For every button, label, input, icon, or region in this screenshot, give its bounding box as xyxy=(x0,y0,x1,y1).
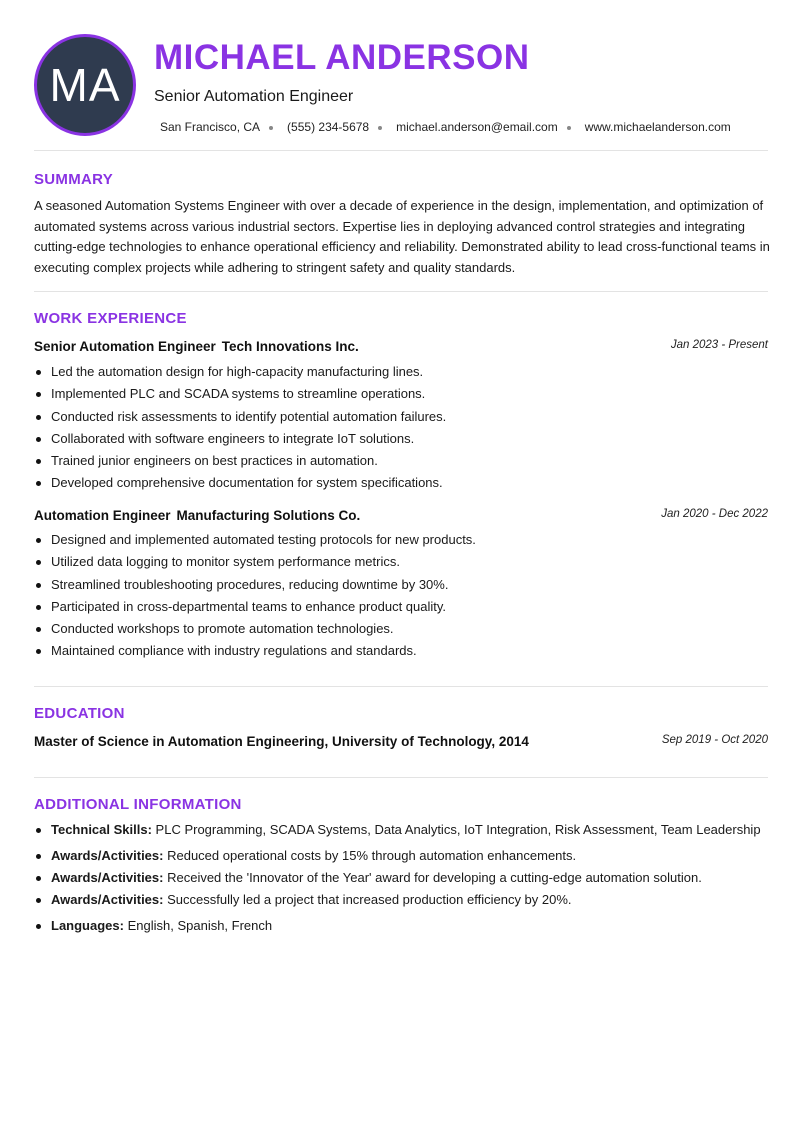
education-heading: EDUCATION xyxy=(34,705,125,722)
job-header xyxy=(34,338,768,356)
candidate-title: Senior Automation Engineer xyxy=(154,88,354,105)
info-value: English, Spanish, French xyxy=(127,918,273,933)
separator-dot xyxy=(567,126,571,130)
job-bullets xyxy=(34,529,768,663)
job-bullets xyxy=(34,361,768,495)
list-item: Trained junior engineers on best practices in automation. xyxy=(34,450,768,472)
list-item: Utilized data logging to monitor system performance metrics. xyxy=(34,551,768,573)
list-item: Collaborated with software engineers to integrate IoT solutions. xyxy=(34,428,768,450)
divider xyxy=(34,686,768,687)
job-role: Automation Engineer xyxy=(34,508,171,523)
list-item: Designed and implemented automated testing protocols for new products. xyxy=(34,529,768,551)
list-item: Participated in cross-departmental teams to enhance product quality. xyxy=(34,596,768,618)
summary-heading: SUMMARY xyxy=(34,171,114,188)
work-experience-heading: WORK EXPERIENCE xyxy=(34,310,187,327)
divider xyxy=(34,777,768,778)
list-item: Developed comprehensive documentation for system specifications. xyxy=(34,472,768,494)
list-item xyxy=(34,819,774,841)
contact-website[interactable]: www.michaelanderson.com xyxy=(584,120,731,134)
contact-phone: (555) 234-5678 xyxy=(287,120,370,134)
info-label: Languages: xyxy=(51,918,124,933)
info-value: Received the 'Innovator of the Year' award for developing a cutting-edge automation solution. xyxy=(167,870,702,885)
info-label: Awards/Activities: xyxy=(51,870,164,885)
list-item xyxy=(34,845,774,867)
list-item xyxy=(34,889,774,911)
divider xyxy=(34,291,768,292)
separator-dot xyxy=(269,126,273,130)
list-item: Led the automation design for high-capacity manufacturing lines. xyxy=(34,361,768,383)
list-item: Maintained compliance with industry regulations and standards. xyxy=(34,640,768,662)
education-degree: Master of Science in Automation Engineering, University of Technology, 2014 xyxy=(34,734,529,749)
resume-header xyxy=(34,34,768,138)
job-header xyxy=(34,507,768,525)
list-item: Conducted workshops to promote automation technologies. xyxy=(34,618,768,640)
info-label: Awards/Activities: xyxy=(51,848,164,863)
separator-dot xyxy=(378,126,382,130)
education-dates: Sep 2019 - Oct 2020 xyxy=(661,734,768,746)
info-value: Reduced operational costs by 15% through automation enhancements. xyxy=(167,848,577,863)
list-item: Streamlined troubleshooting procedures, reducing downtime by 30%. xyxy=(34,574,768,596)
education-entry xyxy=(34,733,768,751)
job-role: Senior Automation Engineer xyxy=(34,339,216,354)
additional-info-heading: ADDITIONAL INFORMATION xyxy=(34,796,242,813)
info-label: Technical Skills: xyxy=(51,822,152,837)
avatar-initials: MA xyxy=(49,59,121,111)
contact-email[interactable]: michael.anderson@email.com xyxy=(396,120,558,134)
candidate-name: MICHAEL ANDERSON xyxy=(154,38,530,77)
job-dates: Jan 2023 - Present xyxy=(670,339,768,351)
additional-info-list xyxy=(34,819,774,937)
job-company: Manufacturing Solutions Co. xyxy=(176,508,361,523)
contact-location: San Francisco, CA xyxy=(160,120,261,134)
list-item: Implemented PLC and SCADA systems to streamline operations. xyxy=(34,383,768,405)
info-value: Successfully led a project that increased production efficiency by 20%. xyxy=(167,892,572,907)
summary-text: A seasoned Automation Systems Engineer with over a decade of experience in the design, implementation, and optimization of automated systems across various industrial sectors. Expertise lies in deploying advanced control strategies and integrating cutting-edge technologies to enhance operational efficiency and reliability. Demonstrated ability to lead cross-functional teams in executing complex projects while adhering to stringent safety and quality standards. xyxy=(34,198,770,275)
list-item xyxy=(34,867,774,889)
divider xyxy=(34,150,768,151)
contact-info xyxy=(160,120,731,134)
avatar xyxy=(34,34,136,136)
job-company: Tech Innovations Inc. xyxy=(221,339,359,354)
list-item: Conducted risk assessments to identify potential automation failures. xyxy=(34,406,768,428)
info-value: PLC Programming, SCADA Systems, Data Analytics, IoT Integration, Risk Assessment, Team Leadership xyxy=(155,822,761,837)
list-item xyxy=(34,915,774,937)
info-label: Awards/Activities: xyxy=(51,892,164,907)
job-dates: Jan 2020 - Dec 2022 xyxy=(661,508,768,520)
